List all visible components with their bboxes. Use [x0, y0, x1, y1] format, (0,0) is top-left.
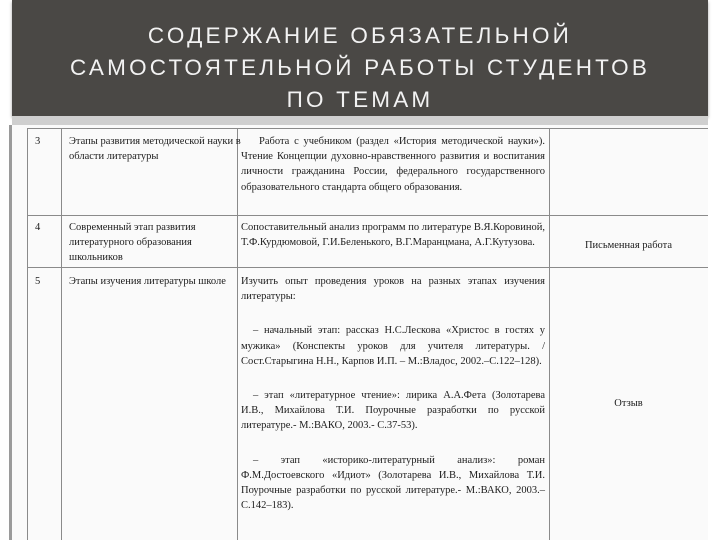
- row-divider-3-4: [27, 215, 708, 216]
- work-cell: Работа с учебником (раздел «История методической науки»). Чтение Концепции духовно-нравственного развития и воспитания личности гражданина России, федерального государственного образовательного стандарта общего образования.: [241, 136, 545, 193]
- topic-cell: Современный этап развития литературного образования школьников: [69, 222, 196, 264]
- topic-cell: Этапы развития методической науки в области литературы: [69, 136, 241, 163]
- slide-title: СОДЕРЖАНИЕ ОБЯЗАТЕЛЬНОЙ САМОСТОЯТЕЛЬНОЙ РАБОТЫ СТУДЕНТОВ ПО ТЕМАМ: [69, 23, 651, 112]
- work-cell: Сопоставительный анализ программ по литературе В.Я.Коровиной, Т.Ф.Курдюмовой, Г.И.Беленького, В.Г.Маранцмана, А.Г.Кутузова.: [241, 222, 545, 249]
- topics-table: [27, 128, 708, 540]
- work-paragraph: – этап «литературное чтение»: лирика А.А.Фета (Золотарева И.В., Михайлова Т.И. Поурочные разработки по русской литературе.- М.:ВАКО, 2003.- С.37-53).: [241, 390, 545, 432]
- work-cell-multi: [241, 274, 545, 513]
- table-divider-work: [549, 128, 550, 540]
- work-paragraph: – начальный этап: рассказ Н.С.Лескова «Христос в гостях у мужика» (Конспекты уроков для учителя литературы. / Сост.Старыгина Н.Н., Карпов И.П. – М.:Владос, 2002.–С.122–128).: [241, 325, 545, 367]
- table-border-top: [27, 128, 708, 129]
- topic-cell: Этапы изучения литературы школе: [69, 276, 226, 287]
- control-written-work: Письменная работа: [584, 240, 673, 251]
- row-number: 3: [35, 136, 41, 147]
- control-review: Отзыв: [614, 398, 643, 409]
- slide-header: [12, 0, 708, 116]
- work-paragraph: Изучить опыт проведения уроков на разных этапах изучения литературы:: [241, 276, 545, 303]
- row-number: 5: [35, 276, 41, 287]
- header-underline-band: [12, 116, 708, 125]
- table-divider-num: [61, 128, 62, 540]
- row-divider-4-5: [27, 267, 708, 268]
- work-paragraph: – этап «историко-литературный анализ»: роман Ф.М.Достоевского «Идиот» (Золотарева И.В., Михайлова Т.И. Поурочные разработки по русской литературе.- М.:ВАКО, 2003.–С.142–183).: [241, 454, 545, 512]
- table-divider-topic: [237, 128, 238, 540]
- table-border-left: [27, 128, 28, 540]
- row-number: 4: [35, 222, 41, 233]
